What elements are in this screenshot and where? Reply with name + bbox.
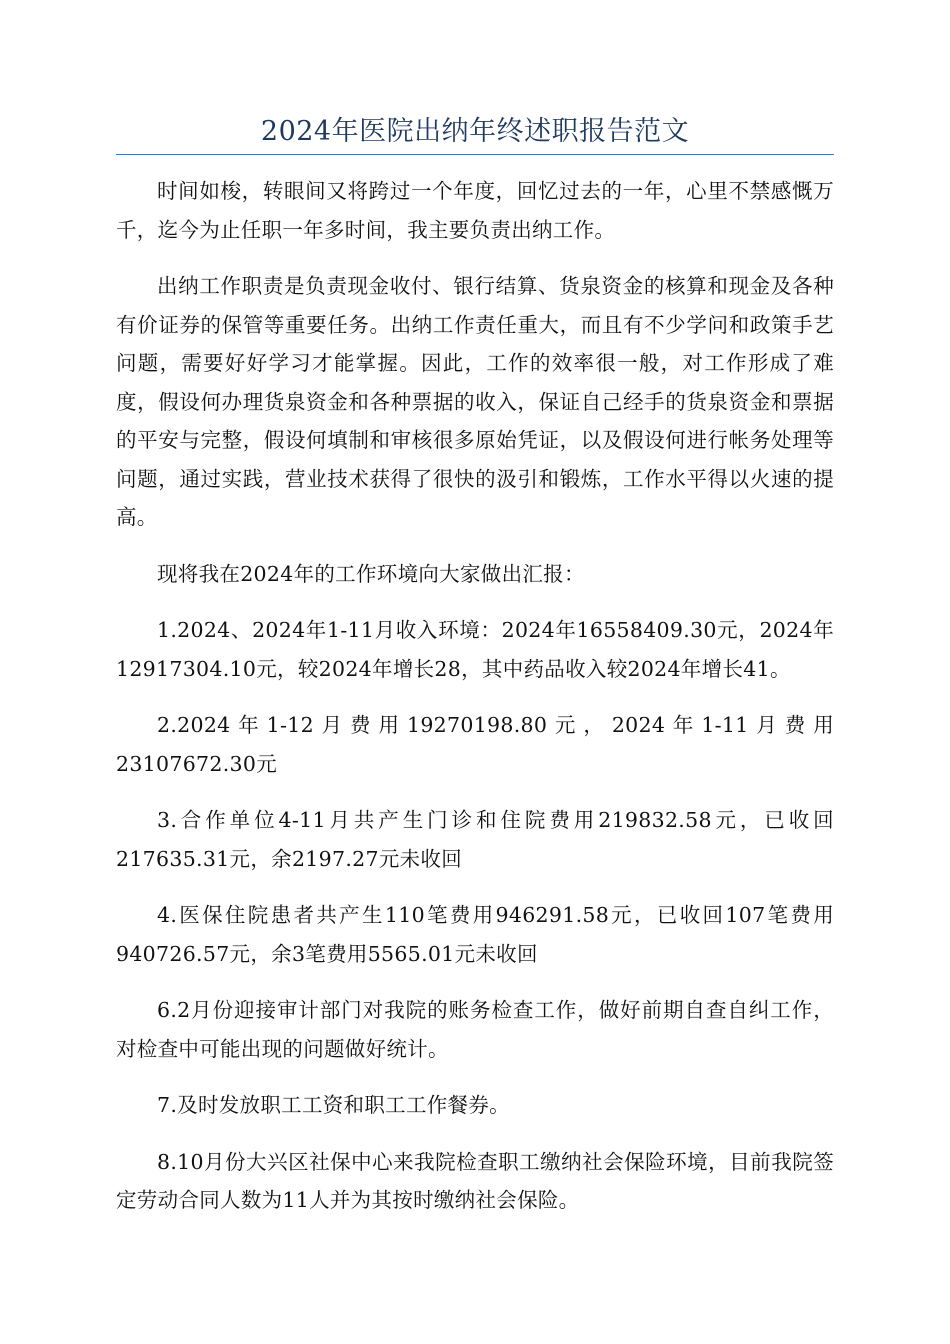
- paragraph: 出纳工作职责是负责现金收付、银行结算、货泉资金的核算和现金及各种有价证券的保管等重要任务。出纳工作责任重大，而且有不少学问和政策手艺问题，需要好好学习才能掌握。因此，工作的效率很一般，对工作形成了难度，假设何办理货泉资金和各种票据的收入，保证自己经手的货泉资金和票据的平安与完整，假设何填制和审核很多原始凭证，以及假设何进行帐务处理等问题，通过实践，营业技术获得了很快的汲引和锻炼，工作水平得以火速的提高。: [116, 274, 834, 529]
- paragraph: 6.2月份迎接审计部门对我院的账务检查工作，做好前期自查自纠工作，对检查中可能出现的问题做好统计。: [116, 998, 834, 1061]
- paragraph: 8.10月份大兴区社保中心来我院检查职工缴纳社会保险环境，目前我院签定劳动合同人数为11人并为其按时缴纳社会保险。: [116, 1149, 834, 1212]
- paragraph: 7.及时发放职工工资和职工工作餐券。: [157, 1093, 510, 1117]
- document-body: [116, 172, 834, 1238]
- paragraph: 1.2024、2024年1-11月收入环境：2024年16558409.30元，2024年12917304.10元，较2024年增长28，其中药品收入较2024年增长41。: [116, 618, 834, 681]
- paragraph: 3.合作单位4-11月共产生门诊和住院费用219832.58元，已收回217635.31元，余2197.27元未收回: [116, 808, 834, 871]
- paragraph: 时间如梭，转眼间又将跨过一个年度，回忆过去的一年，心里不禁感慨万千，迄今为止任职一年多时间，我主要负责出纳工作。: [116, 179, 834, 242]
- document-title: 2024年医院出纳年终述职报告范文: [260, 116, 690, 147]
- paragraph: 现将我在2024年的工作环境向大家做出汇报：: [157, 561, 585, 586]
- title-underline: [116, 154, 834, 155]
- paragraph: 2.2024年1-12月费用19270198.80元，2024年1-11月费用23107672.30元: [116, 713, 834, 776]
- paragraph: 4.医保住院患者共产生110笔费用946291.58元，已收回107笔费用940726.57元，余3笔费用5565.01元未收回: [116, 903, 834, 966]
